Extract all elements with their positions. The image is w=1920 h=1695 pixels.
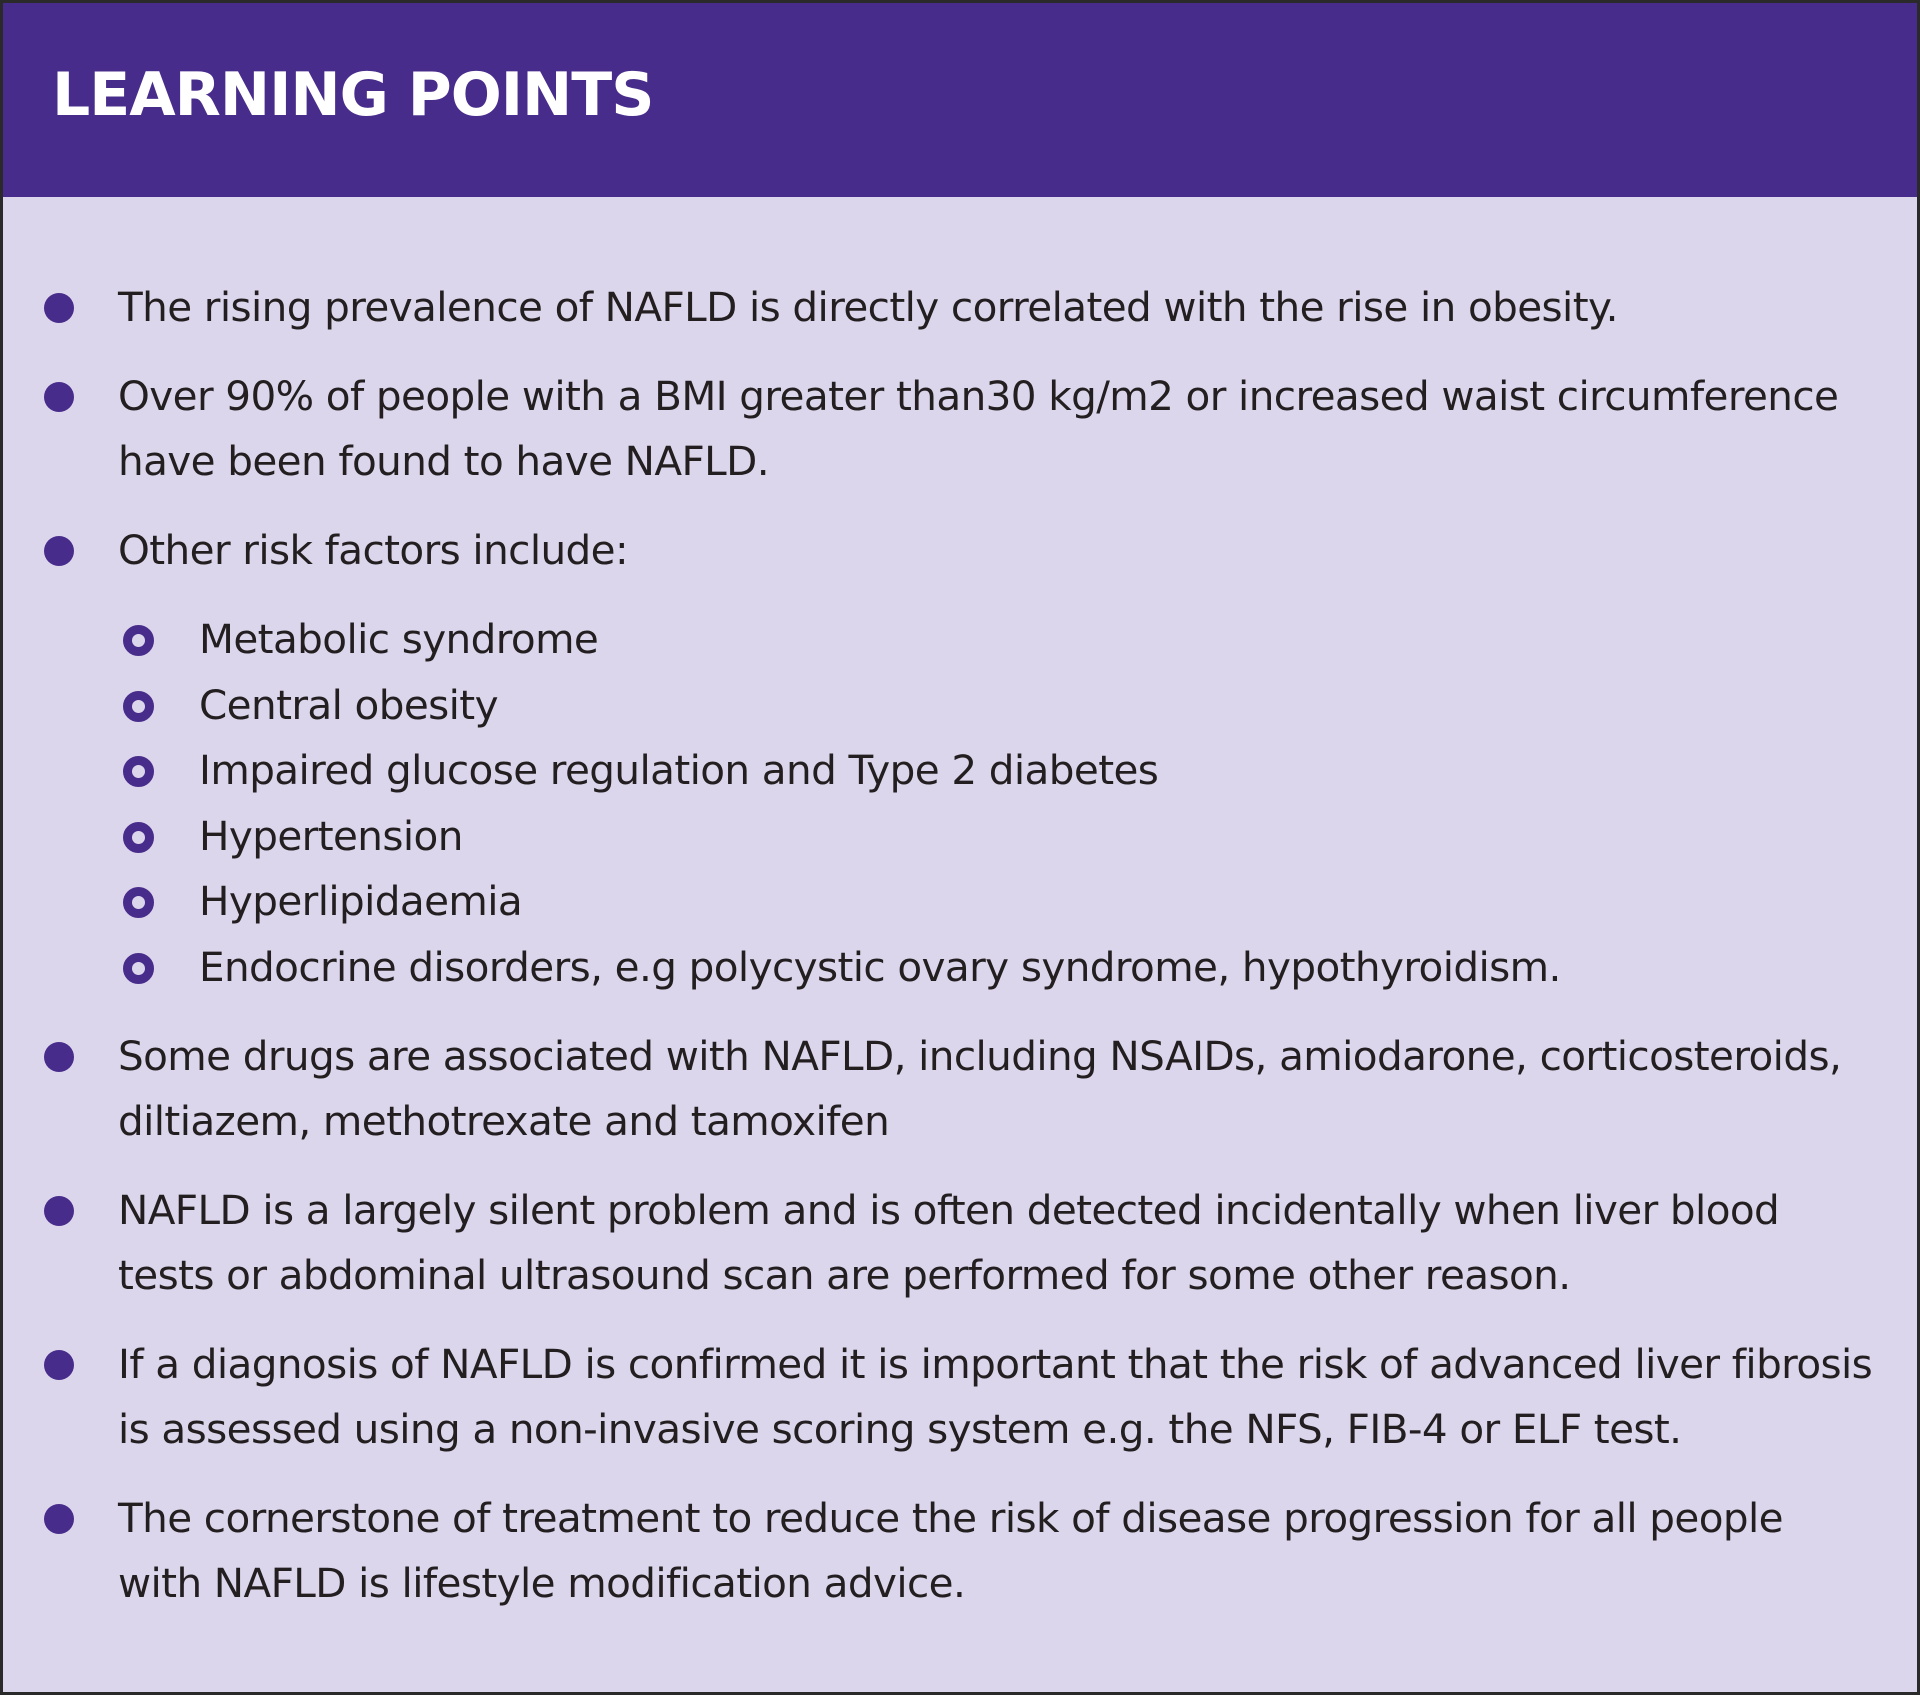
- point-text: Over 90% of people with a BMI greater than30 kg/m2 or increased waist circumference have been found to have NAFLD.: [118, 372, 1839, 485]
- risk-factor-text: Impaired glucose regulation and Type 2 diabetes: [199, 746, 1159, 794]
- point-text: Other risk factors include:: [118, 526, 629, 574]
- header-bar: [3, 3, 1917, 197]
- point-text: NAFLD is a largely silent problem and is often detected incidentally when liver blood tests or abdominal ultrasound scan are performed for some other reason.: [118, 1186, 1780, 1299]
- list-item: [3, 1486, 1917, 1616]
- sub-list-item: [3, 607, 1917, 673]
- bullet-ring-icon: [123, 691, 154, 722]
- risk-factor-text: Hyperlipidaemia: [199, 877, 523, 925]
- bullet-ring-icon: [123, 756, 154, 787]
- sub-list-item: [3, 935, 1917, 1001]
- sub-list-item: [3, 804, 1917, 870]
- bullet-dot-icon: [44, 1504, 74, 1534]
- bullet-dot-icon: [44, 293, 74, 323]
- bullet-dot-icon: [44, 382, 74, 412]
- risk-factor-text: Hypertension: [199, 811, 463, 860]
- box-title: LEARNING POINTS: [52, 60, 654, 130]
- risk-factor-text: Metabolic syndrome: [199, 615, 599, 663]
- list-item: [3, 364, 1917, 494]
- sub-list-item: [3, 673, 1917, 739]
- bullet-ring-icon: [123, 822, 154, 853]
- point-text: If a diagnosis of NAFLD is confirmed it is important that the risk of advanced liver fibrosis is assessed using a non-invasive scoring system e.g. the NFS, FIB-4 or ELF test.: [118, 1340, 1873, 1453]
- bullet-dot-icon: [44, 536, 74, 566]
- list-item: [3, 275, 1917, 340]
- point-text: Some drugs are associated with NAFLD, including NSAIDs, amiodarone, corticosteroids, diltiazem, methotrexate and tamoxifen: [118, 1032, 1842, 1145]
- list-item: [3, 1178, 1917, 1308]
- bullet-ring-icon: [123, 625, 154, 656]
- learning-points-list: [3, 275, 1917, 1640]
- bullet-dot-icon: [44, 1042, 74, 1072]
- sub-list-item: [3, 738, 1917, 804]
- bullet-dot-icon: [44, 1196, 74, 1226]
- bullet-ring-icon: [123, 887, 154, 918]
- point-text: The rising prevalence of NAFLD is directly correlated with the rise in obesity.: [118, 283, 1618, 331]
- risk-factor-text: Endocrine disorders, e.g polycystic ovary syndrome, hypothyroidism.: [199, 942, 1561, 991]
- list-item: [3, 1332, 1917, 1462]
- list-item: [3, 1024, 1917, 1154]
- risk-factor-text: Central obesity: [199, 680, 498, 729]
- bullet-dot-icon: [44, 1350, 74, 1380]
- risk-factors-sublist: [3, 607, 1917, 1000]
- point-text: The cornerstone of treatment to reduce the risk of disease progression for all people with NAFLD is lifestyle modification advice.: [118, 1494, 1783, 1607]
- sub-list-item: [3, 869, 1917, 935]
- bullet-ring-icon: [123, 953, 154, 984]
- list-item: [3, 518, 1917, 583]
